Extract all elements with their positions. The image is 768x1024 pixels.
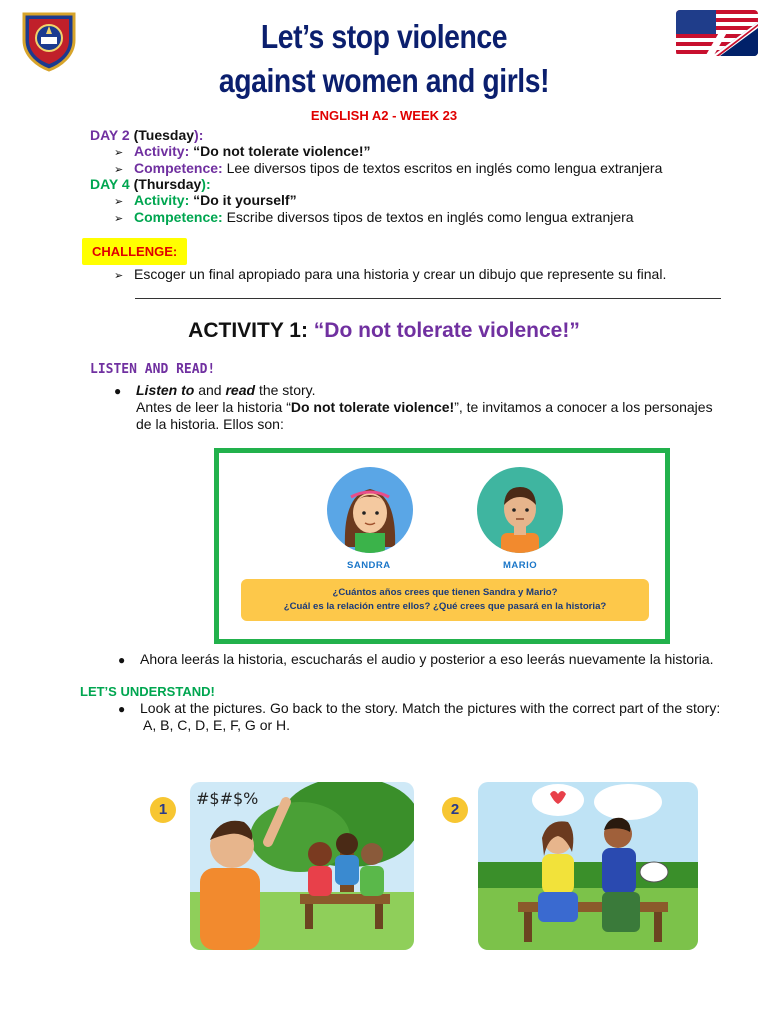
understand-bullet (118, 700, 720, 717)
day4-competence: Escribe diversos tipos de textos en inglés como lengua extranjera (226, 209, 634, 225)
read-word: read (225, 382, 256, 398)
intro-a: Antes de leer la historia “ (136, 399, 291, 415)
day2-activity-line (114, 143, 370, 161)
arrow-bullet-icon: ➢ (114, 270, 124, 282)
understand-line1: Look at the pictures. Go back to the story. Match the pictures with the correct part of the story: (140, 700, 721, 716)
listen-word: Listen to (136, 382, 195, 398)
day2-name: Tuesday (138, 127, 195, 143)
mario-avatar (477, 467, 563, 553)
understand-line2: A, B, C, D, E, F, G or H. (143, 717, 291, 733)
page-title-line2: against women and girls! (218, 62, 550, 99)
answer-blank-line[interactable] (135, 298, 721, 299)
challenge-label: CHALLENGE: (82, 238, 187, 265)
question-1: ¿Cuántos años crees que tienen Sandra y Mario? (332, 587, 558, 598)
bullet-dot-icon: ● (118, 702, 126, 716)
day2-label: DAY 2 (90, 127, 130, 143)
mario-label: MARIO (503, 560, 538, 571)
sandra-label: SANDRA (347, 560, 391, 571)
story-word: the story. (255, 382, 316, 398)
arrow-bullet-icon: ➢ (114, 164, 124, 176)
day4-activity: “Do it yourself” (193, 192, 297, 208)
story-picture-1 (190, 782, 414, 950)
listen-heading: LISTEN AND READ! (90, 362, 216, 377)
listen-bullet (114, 382, 316, 399)
story-note-line (118, 651, 714, 668)
day4-label: DAY 4 (90, 176, 130, 192)
competence-label: Competence: (134, 160, 223, 176)
page-subtitle: ENGLISH A2 - WEEK 23 (310, 108, 458, 123)
activity-title (0, 319, 768, 343)
and-word: and (194, 382, 226, 398)
competence-label: Competence: (134, 209, 223, 225)
bullet-dot-icon: ● (118, 653, 126, 667)
arrow-bullet-icon: ➢ (114, 147, 124, 159)
arrow-bullet-icon: ➢ (114, 196, 124, 208)
story-note: Ahora leerás la historia, escucharás el audio y posterior a eso leerás nuevamente la historia. (140, 651, 714, 667)
day4-competence-line (114, 209, 634, 227)
bullet-dot-icon: ● (114, 384, 122, 398)
challenge-line (114, 266, 666, 284)
day2-competence: Lee diversos tipos de textos escritos en inglés como lengua extranjera (226, 160, 663, 176)
sandra-avatar (327, 467, 413, 553)
picture-number-2: 2 (442, 797, 468, 823)
story-picture-2 (478, 782, 698, 950)
intro-b: Do not tolerate violence! (290, 399, 455, 415)
characters-box (214, 448, 670, 644)
intro-line1 (136, 399, 713, 415)
day4-line: DAY 4 (Thursday): (90, 176, 211, 192)
question-2: ¿Cuál es la relación entre ellos? ¿Qué crees que pasará en la historia? (283, 601, 607, 612)
day4-name: Thursday (138, 176, 202, 192)
intro-c: ”, te invitamos a conocer a los personajes (454, 399, 713, 415)
day2-line: DAY 2 (Tuesday): (90, 127, 204, 143)
day2-activity: “Do not tolerate violence!” (193, 143, 371, 159)
picture-number-1: 1 (150, 797, 176, 823)
question-box (241, 579, 649, 621)
page-title-line1: Let’s stop violence (260, 18, 508, 55)
svg-text:#$#$%: #$#$% (196, 789, 259, 808)
activity-label: Activity: (134, 192, 190, 208)
arrow-bullet-icon: ➢ (114, 213, 124, 225)
activity-title-prefix: ACTIVITY 1: (188, 319, 308, 342)
day4-activity-line (114, 192, 297, 210)
understand-heading: LET’S UNDERSTAND! (80, 684, 215, 699)
activity-label: Activity: (134, 143, 190, 159)
activity-title-quote: “Do not tolerate violence!” (313, 319, 580, 342)
intro-line2: de la historia. Ellos son: (136, 416, 284, 432)
challenge-text: Escoger un final apropiado para una historia y crear un dibujo que represente su final. (134, 266, 667, 282)
